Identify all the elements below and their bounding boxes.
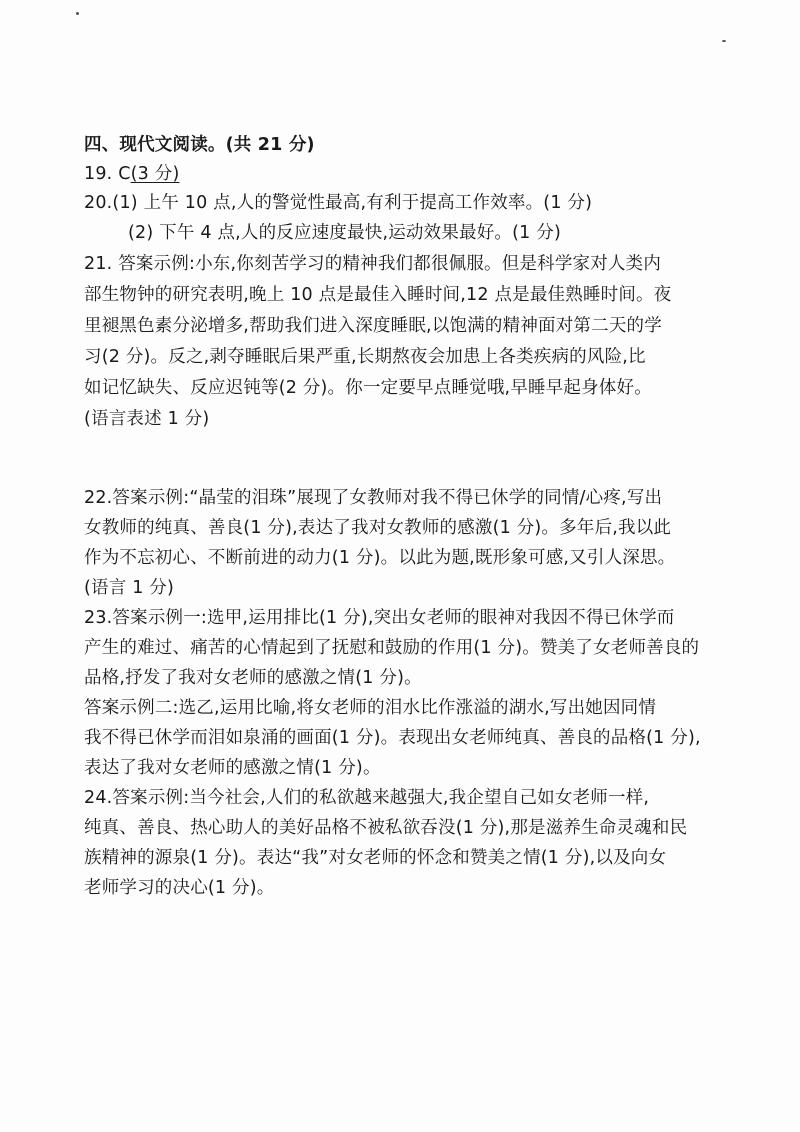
q24-line-3: 族精神的源泉(1 分)。表达“我”对女老师的怀念和赞美之情(1 分),以及向女 (84, 848, 667, 868)
q22-line-4: (语言 1 分) (84, 578, 175, 598)
q24-line-4: 老师学习的决心(1 分)。 (84, 878, 275, 898)
section-title: 四、现代文阅读。(共 21 分) (84, 135, 315, 155)
q23-line-3: 品格,抒发了我对女老师的感激之情(1 分)。 (84, 668, 422, 688)
q23-line-6: 表达了我对女老师的感激之情(1 分)。 (84, 758, 381, 778)
q21-line-5: 如记忆缺失、反应迟钝等(2 分)。你一定要早点睡觉哦,早睡早起身体好。 (84, 378, 652, 398)
q19-score: (3 分) (130, 164, 180, 184)
q23-line-4: 答案示例二:选乙,运用比喻,将女老师的泪水比作涨溢的湖水,写出她因同情 (84, 698, 657, 718)
q20-line-2: (2) 下午 4 点,人的反应速度最快,运动效果最好。(1 分) (128, 223, 561, 243)
q20-line-1: 20.(1) 上午 10 点,人的警觉性最高,有利于提高工作效率。(1 分) (84, 193, 593, 213)
q19-prefix: 19. C (84, 164, 131, 184)
q23-line-5: 我不得已休学而泪如泉涌的画面(1 分)。表现出女老师纯真、善良的品格(1 分), (84, 728, 701, 748)
scan-speck (76, 12, 79, 15)
q23-line-1: 23.答案示例一:选甲,运用排比(1 分),突出女老师的眼神对我因不得已休学而 (84, 608, 675, 628)
q21-line-1: 21. 答案示例:小东,你刻苦学习的精神我们都很佩服。但是科学家对人类内 (84, 254, 662, 274)
q24-line-2: 纯真、善良、热心助人的美好品格不被私欲吞没(1 分),那是滋养生命灵魂和民 (84, 818, 688, 838)
q21-line-6: (语言表述 1 分) (84, 409, 210, 429)
q22-line-2: 女教师的纯真、善良(1 分),表达了我对女教师的感激(1 分)。多年后,我以此 (84, 518, 672, 538)
q21-line-3: 里褪黑色素分泌增多,帮助我们进入深度睡眠,以饱满的精神面对第二天的学 (84, 316, 662, 336)
q22-line-3: 作为不忘初心、不断前进的动力(1 分)。以此为题,既形象可感,又引人深思。 (84, 548, 676, 568)
q21-line-2: 部生物钟的研究表明,晚上 10 点是最佳入睡时间,12 点是最佳熟睡时间。夜 (84, 285, 672, 305)
scan-speck (722, 40, 726, 42)
q24-line-1: 24.答案示例:当今社会,人们的私欲越来越强大,我企望自己如女老师一样, (84, 788, 650, 808)
q23-line-2: 产生的难过、痛苦的心情起到了抚慰和鼓励的作用(1 分)。赞美了女老师善良的 (84, 638, 700, 658)
q22-line-1: 22.答案示例:“晶莹的泪珠”展现了女教师对我不得已休学的同情/心疼,写出 (84, 488, 663, 508)
q19-answer (84, 162, 179, 186)
q21-line-4: 习(2 分)。反之,剥夺睡眠后果严重,长期熬夜会加患上各类疾病的风险,比 (84, 347, 646, 367)
